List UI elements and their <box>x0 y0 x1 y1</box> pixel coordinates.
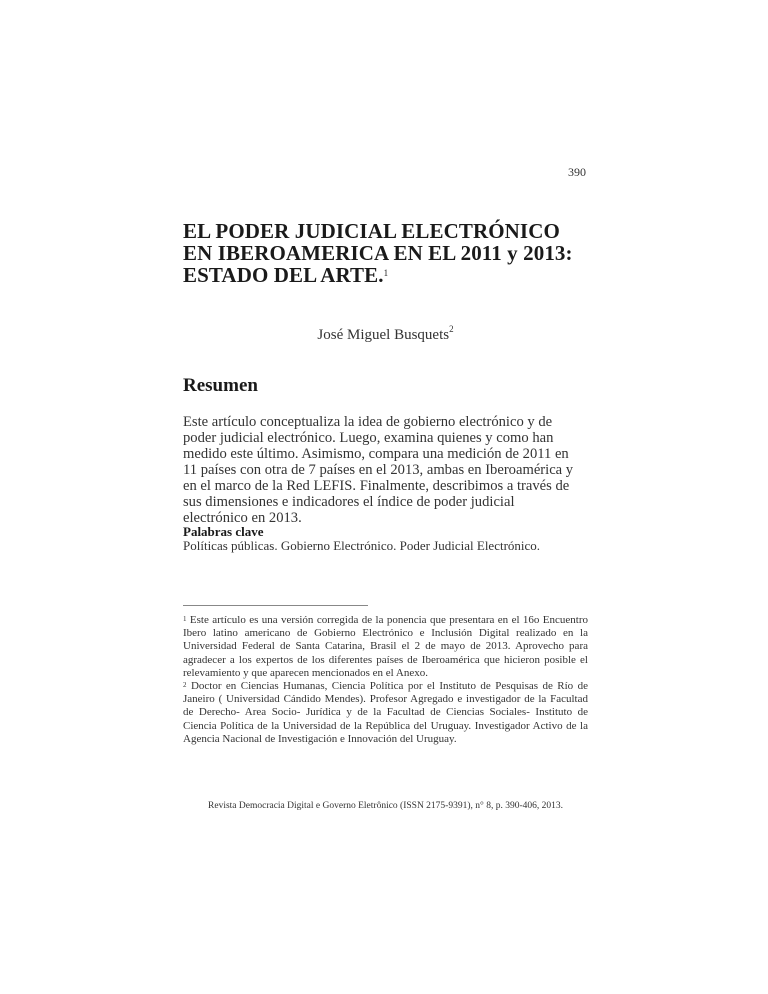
title-line: EL PODER JUDICIAL ELECTRÓNICO <box>183 219 560 243</box>
page-number: 390 <box>568 165 586 179</box>
journal-citation-footer: Revista Democracia Digital e Governo Eletrônico (ISSN 2175-9391), n° 8, p. 390-406, 2013. <box>208 801 563 811</box>
author-name: José Miguel Busquets <box>317 327 450 343</box>
title-line: EN IBEROAMERICA EN EL 2011 y 2013: <box>183 241 573 265</box>
footnote-text: Doctor en Ciencias Humanas, Ciencia Política por el Instituto de Pesquisas de Río de Janeiro ( Universidad Cándido Mendes). Profesor Agregado e investigador de la Facultad de Derecho- Area Socio- Jurídica y de la Facultad de Ciencias Sociales- Instituto de Ciencia Política de la Universidad de la República del Uruguay. Investigador Activo de la Agencia Nacional de Investigación e Innovación del Uruguay. <box>183 680 588 745</box>
title-line <box>183 264 603 286</box>
abstract-line: 11 países con otra de 7 países en el 2013, ambas en Iberoamérica y <box>183 462 574 478</box>
abstract-heading: Resumen <box>183 375 258 396</box>
article-title <box>183 220 603 286</box>
abstract-line: poder judicial electrónico. Luego, examina quienes y como han <box>183 430 554 446</box>
footnote-2 <box>183 680 588 746</box>
abstract-line: medido este último. Asimismo, compara una medición de 2011 en <box>183 446 569 462</box>
abstract-line: en el marco de la Red LEFIS. Finalmente, describimos a través de <box>183 478 570 494</box>
footnote-divider <box>183 605 368 606</box>
abstract-line: sus dimensiones e indicadores el índice de poder judicial <box>183 494 515 510</box>
author-byline <box>183 324 588 344</box>
footnote-text: Este artículo es una versión corregida de la ponencia que presentara en el 16o Encuentro Ibero latino americano de Gobierno Electrónico e Inclusión Digital realizado en la Universidad Federal de Santa Catarina, Brasil el 2 de mayo de 2013. Aprovecho para agradecer a los expertos de los diferentes países de Iberoamérica que hicieron posible el relevamiento y que aparecen mencionados en el Anexo. <box>183 614 589 679</box>
title-footnote-ref[interactable]: 1 <box>383 268 389 278</box>
author-footnote-ref[interactable]: 2 <box>449 324 454 334</box>
keywords-heading: Palabras clave <box>183 524 264 539</box>
abstract-body <box>183 414 593 526</box>
keywords-text: Políticas públicas. Gobierno Electrónico. Poder Judicial Electrónico. <box>183 538 541 553</box>
footnote-marker: 2 <box>183 681 187 690</box>
title-line-text: ESTADO DEL ARTE. <box>183 263 384 287</box>
abstract-line: Este artículo conceptualiza la idea de gobierno electrónico y de <box>183 414 553 430</box>
footnote-1 <box>183 614 588 680</box>
footnotes <box>183 614 588 746</box>
abstract-line: electrónico en 2013. <box>183 510 302 526</box>
footnote-marker: 1 <box>183 615 187 623</box>
